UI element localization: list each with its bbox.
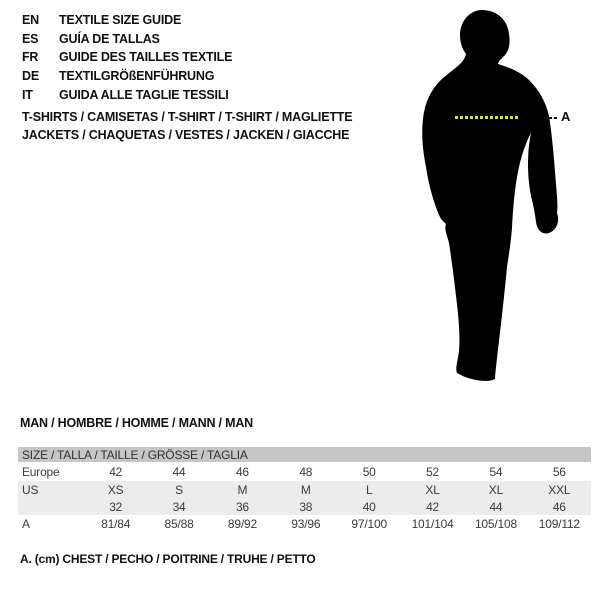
table-cell: 34 bbox=[147, 498, 210, 515]
size-table-header: SIZE / TALLA / TAILLE / GRÖSSE / TAGLIA bbox=[18, 447, 591, 462]
table-cell: 105/108 bbox=[474, 517, 517, 531]
row-label: A bbox=[22, 517, 30, 531]
table-cell: 93/96 bbox=[291, 517, 321, 531]
size-table bbox=[18, 447, 591, 533]
table-cell: 42 bbox=[401, 498, 464, 515]
language-code: ES bbox=[22, 31, 39, 46]
category-list bbox=[22, 108, 352, 144]
measurement-footnote: A. (cm) CHEST / PECHO / POITRINE / TRUHE / PETTO bbox=[20, 552, 316, 566]
table-cell: 44 bbox=[172, 464, 186, 479]
table-cell: XXL bbox=[528, 481, 591, 498]
table-cell: XL bbox=[464, 481, 527, 498]
row-label bbox=[18, 498, 84, 515]
table-cell: 38 bbox=[274, 498, 337, 515]
table-cell: 40 bbox=[338, 498, 401, 515]
table-cell: 44 bbox=[464, 498, 527, 515]
section-title-man: MAN / HOMBRE / HOMME / MANN / MAN bbox=[20, 416, 253, 430]
table-cell: M bbox=[274, 481, 337, 498]
list-item bbox=[22, 48, 232, 67]
language-label: TEXTILGRÖßENFÜHRUNG bbox=[59, 69, 215, 84]
language-code: IT bbox=[22, 87, 33, 102]
table-cell: 32 bbox=[84, 498, 147, 515]
man-silhouette-svg bbox=[390, 0, 600, 400]
table-cell: 85/88 bbox=[164, 517, 194, 531]
table-cell: XS bbox=[84, 481, 147, 498]
table-cell: 97/100 bbox=[351, 517, 387, 531]
table-cell: L bbox=[338, 481, 401, 498]
category-tshirts: T-SHIRTS / CAMISETAS / T-SHIRT / T-SHIRT / MAGLIETTE bbox=[22, 110, 353, 124]
table-cell: 42 bbox=[109, 464, 123, 479]
table-row bbox=[18, 515, 591, 533]
table-cell: 81/84 bbox=[101, 517, 131, 531]
list-item bbox=[22, 11, 232, 30]
language-code: FR bbox=[22, 50, 39, 65]
category-jackets: JACKETS / CHAQUETAS / VESTES / JACKEN / GIACCHE bbox=[22, 128, 350, 142]
language-label: GUÍA DE TALLAS bbox=[59, 31, 160, 46]
table-row bbox=[18, 462, 591, 481]
table-cell: 36 bbox=[211, 498, 274, 515]
language-label: TEXTILE SIZE GUIDE bbox=[59, 13, 182, 28]
table-cell: 54 bbox=[489, 464, 503, 479]
row-label: US bbox=[18, 481, 84, 498]
list-item bbox=[22, 67, 232, 86]
measure-label-a: A bbox=[561, 109, 571, 124]
table-cell: XL bbox=[401, 481, 464, 498]
table-cell: 46 bbox=[528, 498, 591, 515]
language-label: GUIDA ALLE TAGLIE TESSILI bbox=[59, 87, 229, 102]
table-cell: 89/92 bbox=[227, 517, 257, 531]
man-silhouette-figure bbox=[390, 0, 600, 400]
table-cell: 46 bbox=[235, 464, 249, 479]
language-code: EN bbox=[22, 13, 39, 28]
table-row bbox=[18, 481, 591, 498]
table-cell: 52 bbox=[426, 464, 440, 479]
language-code: DE bbox=[22, 69, 39, 84]
table-cell: 56 bbox=[552, 464, 566, 479]
table-cell: 109/112 bbox=[538, 517, 580, 531]
chest-measure-dash-leader bbox=[544, 117, 559, 119]
table-cell: 101/104 bbox=[411, 517, 454, 531]
language-label: GUIDE DES TAILLES TEXTILE bbox=[59, 50, 233, 65]
table-cell: S bbox=[147, 481, 210, 498]
list-item bbox=[22, 85, 232, 104]
table-cell: M bbox=[211, 481, 274, 498]
chest-measure-dash-on-body bbox=[455, 116, 519, 119]
size-table-header-row bbox=[18, 447, 591, 462]
table-cell: 50 bbox=[362, 464, 376, 479]
row-label: Europe bbox=[22, 464, 60, 479]
table-cell: 48 bbox=[299, 464, 313, 479]
list-item bbox=[22, 30, 232, 49]
language-list bbox=[22, 11, 232, 104]
table-row bbox=[18, 498, 591, 515]
